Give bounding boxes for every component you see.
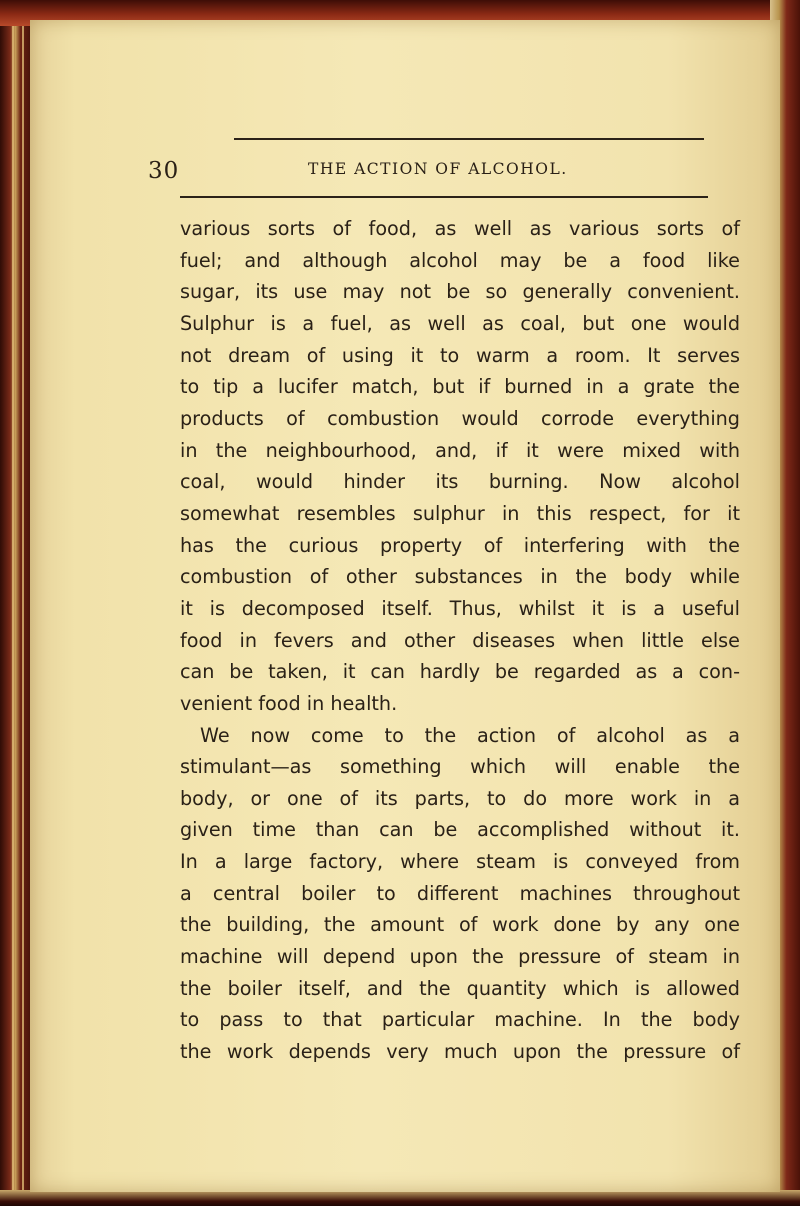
text-line: coal, would hinder its burning. Now alcohol (180, 470, 740, 494)
text-line: machine will depend upon the pressure of steam in (180, 945, 740, 969)
text-line: products of combustion would corrode everything (180, 406, 740, 430)
text-line: We now come to the action of alcohol as a (200, 723, 740, 747)
body-text (180, 213, 740, 1068)
text-line: venient food in health. (180, 691, 398, 715)
header-bottom-rule (180, 196, 708, 198)
text-line: Sulphur is a fuel, as well as coal, but one would (180, 311, 740, 335)
text-line: can be taken, it can hardly be regarded as a con- (180, 660, 740, 684)
text-line: body, or one of its parts, to do more work in a (180, 786, 740, 810)
text-line: In a large factory, where steam is conveyed from (180, 850, 740, 874)
text-line: a central boiler to different machines throughout (180, 881, 740, 905)
bottom-page-edge (0, 1190, 800, 1206)
binding-line (22, 0, 24, 1206)
text-line: food in fevers and other diseases when little else (180, 628, 740, 652)
running-head: THE ACTION OF ALCOHOL. (308, 160, 568, 178)
text-line: given time than can be accomplished without it. (180, 818, 740, 842)
text-line: the work depends very much upon the pressure of (180, 1040, 740, 1064)
header-top-rule (234, 138, 704, 140)
text-line: it is decomposed itself. Thus, whilst it is a useful (180, 596, 740, 620)
text-line: combustion of other substances in the body while (180, 565, 740, 589)
book-binding (0, 0, 34, 1206)
page-number: 30 (148, 158, 180, 184)
binding-line (12, 0, 14, 1206)
page-header (148, 150, 708, 190)
text-line: to tip a lucifer match, but if burned in a grate the (180, 375, 740, 399)
text-line: in the neighbourhood, and, if it were mixed with (180, 438, 740, 462)
text-line: has the curious property of interfering with the (180, 533, 740, 557)
text-line: fuel; and although alcohol may be a food like (180, 248, 740, 272)
text-line: to pass to that particular machine. In the body (180, 1008, 740, 1032)
text-line: the building, the amount of work done by any one (180, 913, 740, 937)
text-line: various sorts of food, as well as various sorts of (180, 217, 740, 240)
text-line: sugar, its use may not be so generally convenient. (180, 280, 740, 304)
text-line: stimulant—as something which will enable the (180, 755, 740, 779)
text-line: somewhat resembles sulphur in this respect, for it (180, 501, 740, 525)
text-line: the boiler itself, and the quantity which is allowed (180, 976, 740, 1000)
text-line: not dream of using it to warm a room. It serves (180, 343, 740, 367)
